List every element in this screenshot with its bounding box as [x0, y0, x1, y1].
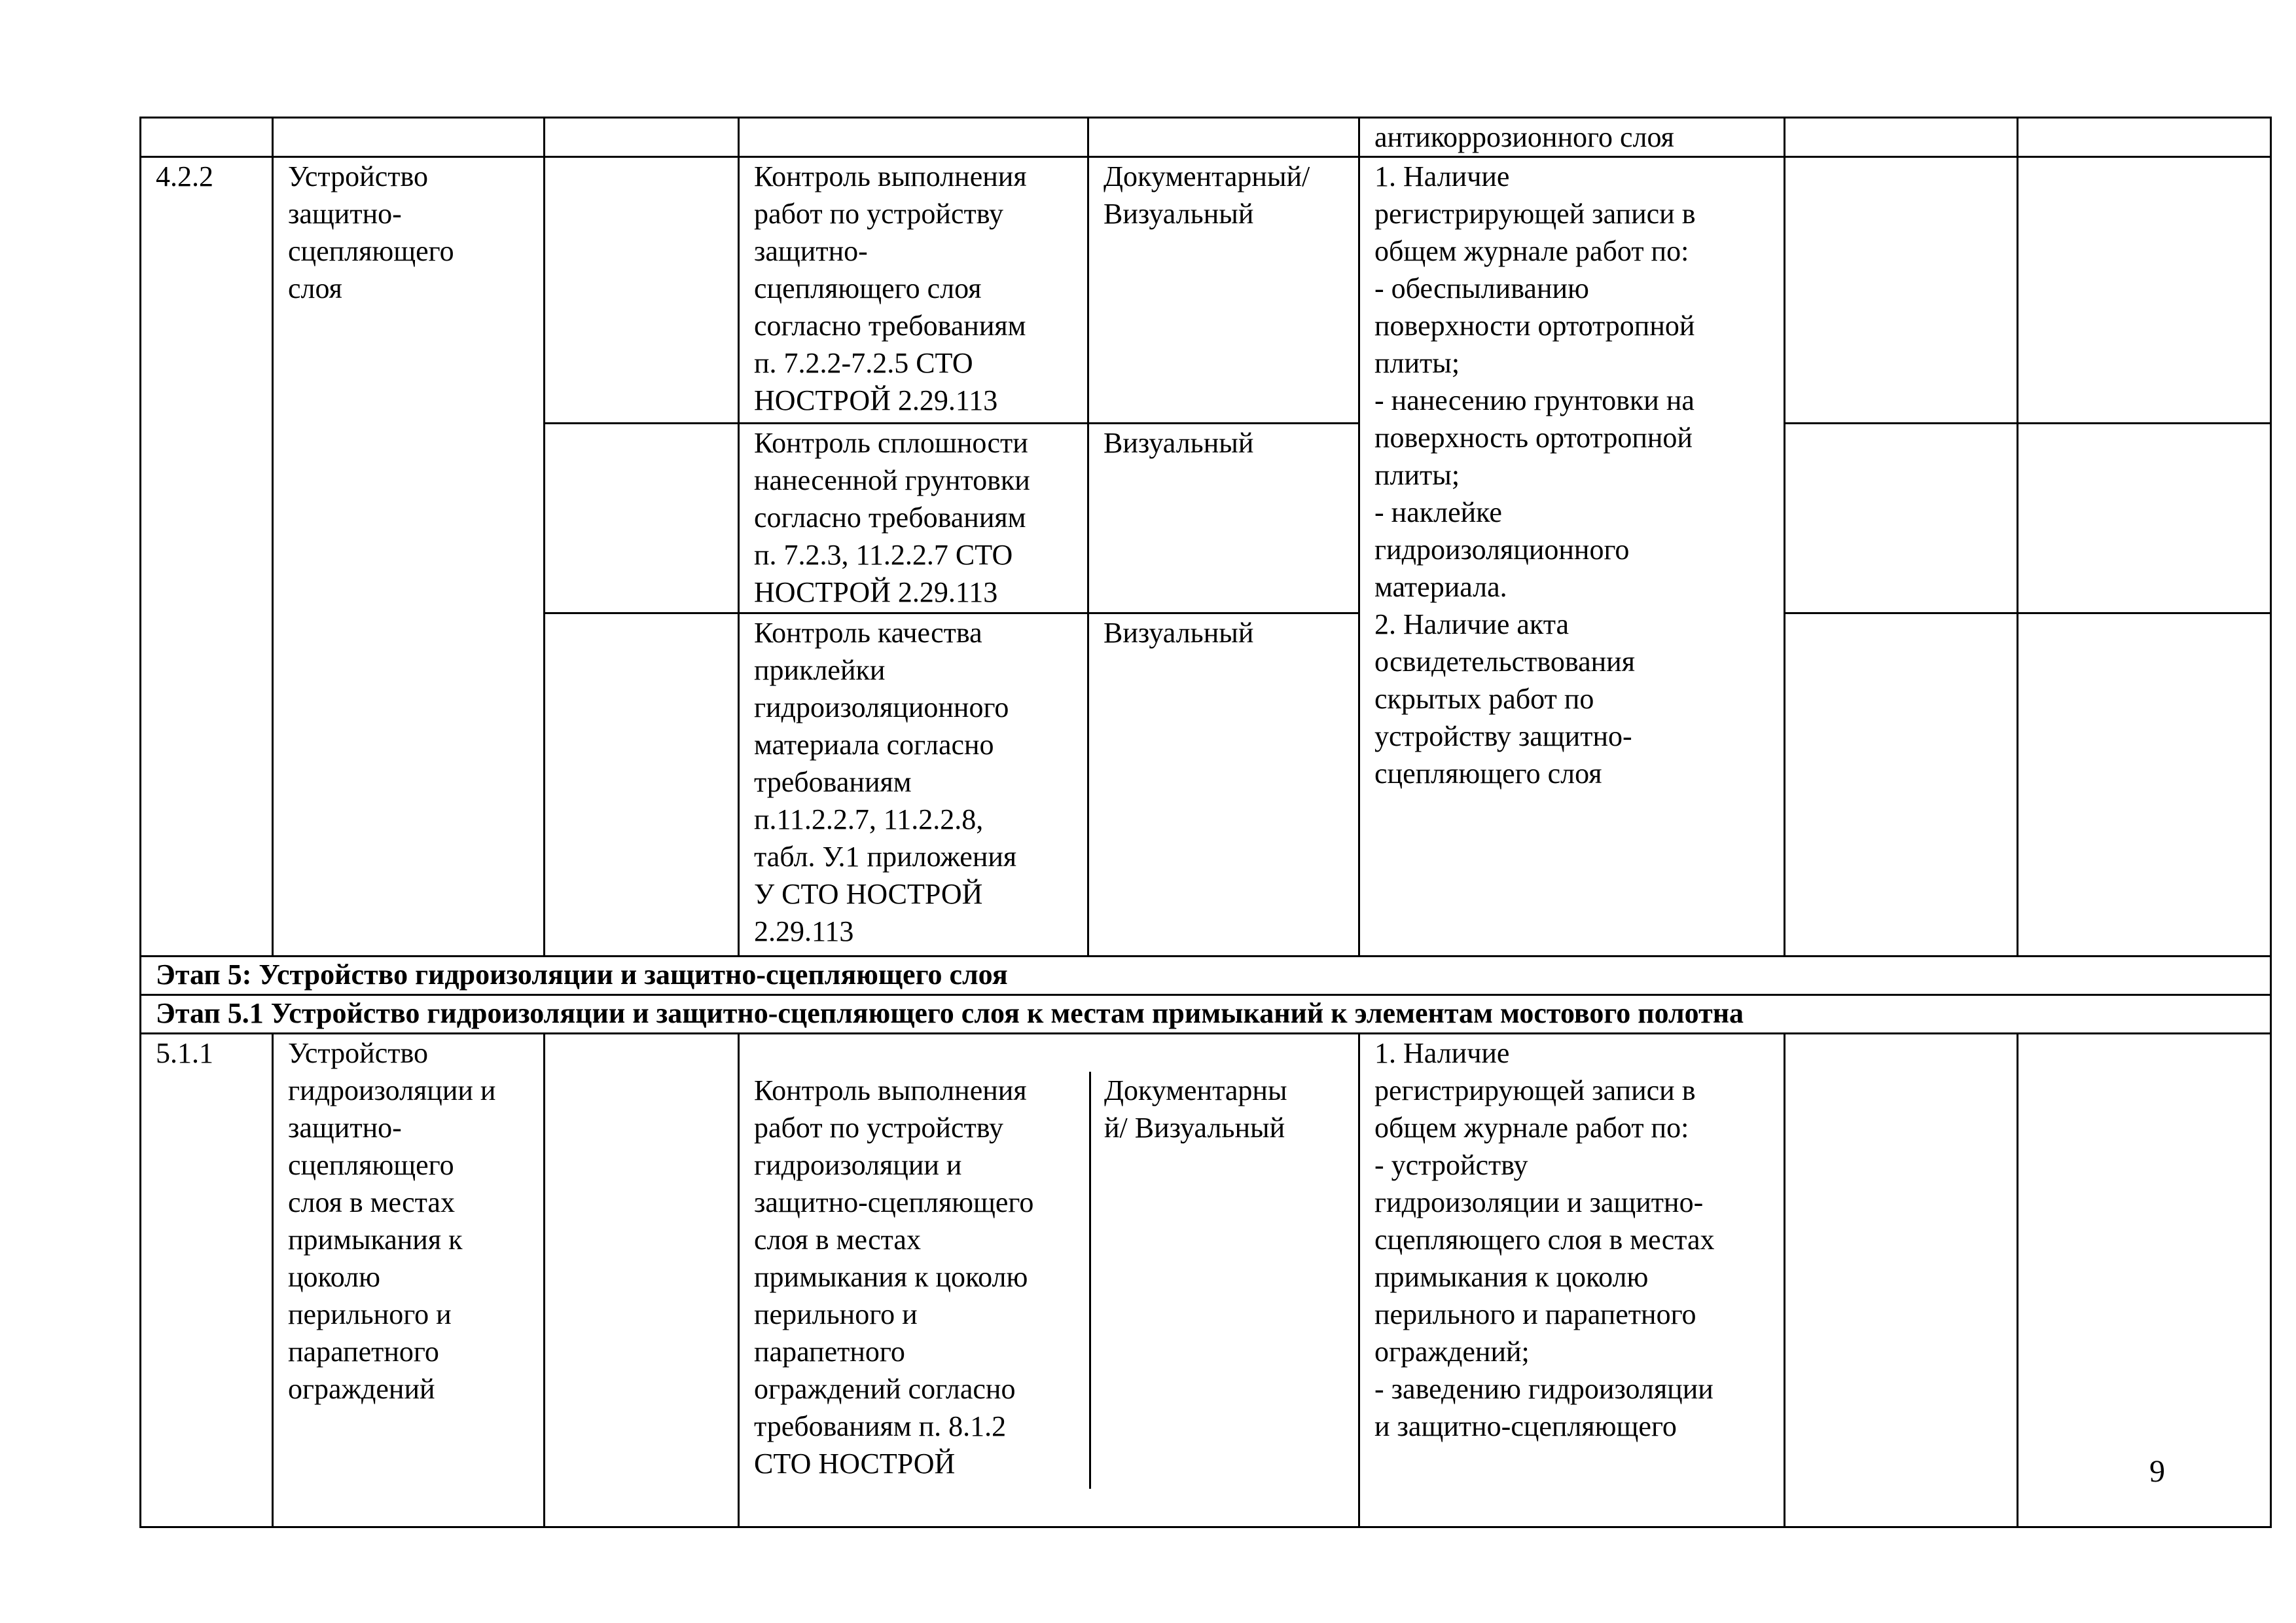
cell-num: [141, 118, 273, 157]
cell-empty: [1785, 424, 2018, 613]
cell-empty: [2018, 613, 2271, 957]
cell-empty: [545, 157, 739, 424]
cell-name: Устройство защитно- сцепляющего слоя: [273, 157, 545, 957]
cell-empty: [1785, 1034, 2018, 1527]
cell-empty: [1785, 118, 2018, 157]
stage-heading: Этап 5: Устройство гидроизоляции и защитно-сцепляющего слоя: [141, 957, 2271, 995]
stage-heading: Этап 5.1 Устройство гидроизоляции и защитно-сцепляющего слоя к местам примыканий к элементам мостового полотна: [141, 995, 2271, 1034]
cell-criteria: антикоррозионного слоя: [1359, 118, 1785, 157]
inspection-table: [139, 117, 2272, 1528]
cell-empty: [2018, 118, 2271, 157]
table-row: [141, 118, 2271, 157]
cell-method: Визуальный: [1088, 424, 1359, 613]
cell-criteria: 1. Наличие регистрирующей записи в общем журнале работ по: - обеспыливанию поверхности ортотропной плиты; - нанесению грунтовки на поверхность ортотропной плиты; - наклейке гидроизоляционного материала. 2. Наличие акта освидетельствования скрытых работ по устройству защитно- сцепляющего слоя: [1359, 157, 1785, 957]
cell-empty: [1785, 613, 2018, 957]
cell-method: Визуальный: [1088, 613, 1359, 957]
cell-empty: [545, 424, 739, 613]
cell-empty: [545, 118, 739, 157]
cell-desc: Контроль сплошности нанесенной грунтовки согласно требованиям п. 7.2.3, 11.2.2.7 СТО НОСТРОЙ 2.29.113: [739, 424, 1088, 613]
stage-row: [141, 957, 2271, 995]
cell-name: Устройство гидроизоляции и защитно- сцепляющего слоя в местах примыкания к цоколю перильного и парапетного ограждений: [273, 1034, 545, 1527]
cell-empty: [2018, 424, 2271, 613]
cell-empty: [2018, 157, 2271, 424]
cell-desc: Контроль качества приклейки гидроизоляционного материала согласно требованиям п.11.2.2.7, 11.2.2.8, табл. У.1 приложения У СТО НОСТРОЙ 2.29.113: [739, 613, 1088, 957]
cell-empty: [545, 613, 739, 957]
cell-name: [273, 118, 545, 157]
cell-method: Документарный/ Визуальный: [1088, 157, 1359, 424]
page-number: 9: [2149, 1454, 2165, 1489]
table-row: [141, 157, 2271, 424]
cell-desc: Контроль выполнения работ по устройству защитно- сцепляющего слоя согласно требованиям п. 7.2.2-7.2.5 СТО НОСТРОЙ 2.29.113: [739, 157, 1088, 424]
cell-desc: Контроль выполнения работ по устройству гидроизоляции и защитно-сцепляющего слоя в местах примыкания к цоколю перильного и парапетного ограждений согласно требованиям п. 8.1.2 СТО НОСТРОЙ: [740, 1072, 1091, 1489]
table-row: [141, 1034, 2271, 1527]
cell-num: 5.1.1: [141, 1034, 273, 1527]
cell-method: Документарны й/ Визуальный: [1104, 1074, 1287, 1144]
stage-row: [141, 995, 2271, 1034]
cell-desc: [739, 118, 1088, 157]
cell-method: [1088, 118, 1359, 157]
cell-num: 4.2.2: [141, 157, 273, 957]
cell-desc-method: [739, 1034, 1359, 1527]
cell-empty: [545, 1034, 739, 1527]
cell-criteria: 1. Наличие регистрирующей записи в общем журнале работ по: - устройству гидроизоляции и защитно- сцепляющего слоя в местах примыкания к цоколю перильного и парапетного ограждений; - заведению гидроизоляции и защитно-сцепляющего: [1359, 1034, 1785, 1527]
cell-empty: [1785, 157, 2018, 424]
